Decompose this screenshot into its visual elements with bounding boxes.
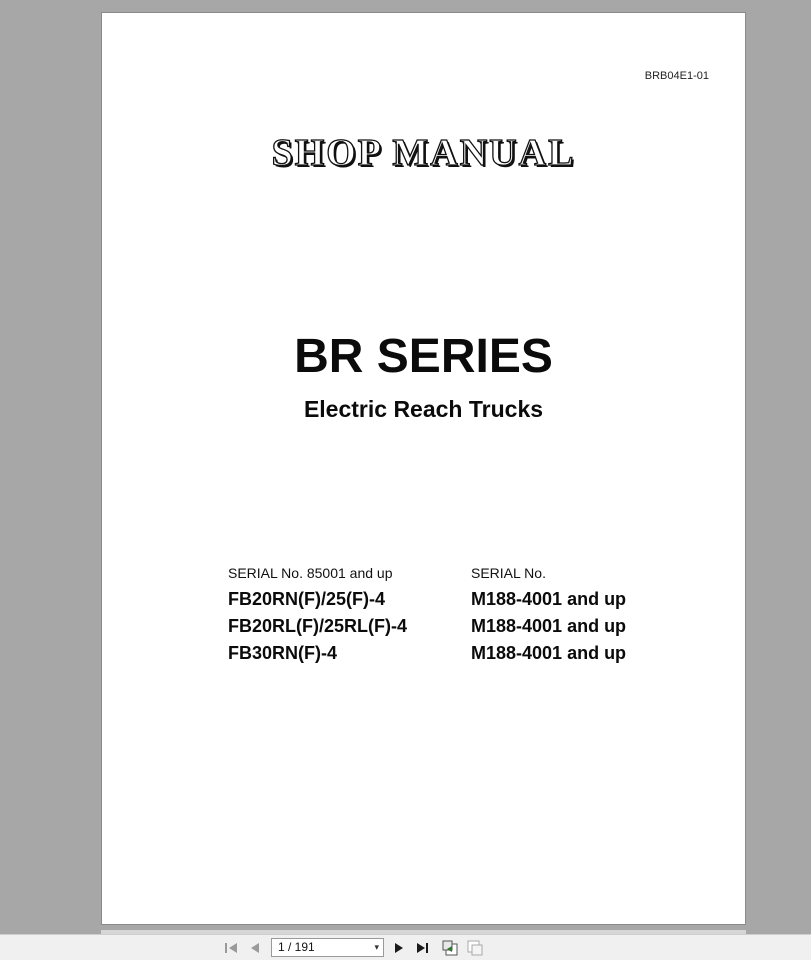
model-row: FB30RN(F)-4: [228, 643, 338, 663]
last-page-icon[interactable]: [414, 939, 432, 957]
page-number-select[interactable]: [271, 938, 384, 957]
manual-title: SHOP MANUAL: [271, 132, 576, 174]
serial-row: M188-4001 and up: [471, 616, 627, 636]
serial-header: SERIAL No.: [471, 565, 546, 581]
next-page-icon[interactable]: [390, 939, 408, 957]
series-subtitle: Electric Reach Trucks: [303, 396, 544, 422]
next-view-icon[interactable]: [466, 939, 484, 957]
document-code: BRB04E1-01: [644, 70, 709, 82]
serial-column: [471, 564, 626, 667]
first-page-icon[interactable]: [222, 939, 240, 957]
page-indicator: 1 / 191: [278, 940, 315, 954]
previous-view-icon[interactable]: [441, 939, 459, 957]
series-title: BR SERIES: [294, 330, 553, 383]
model-row: FB20RN(F)/25(F)-4: [228, 589, 386, 609]
model-column: [228, 564, 407, 667]
document-page: [101, 12, 746, 925]
serial-row: M188-4001 and up: [471, 589, 627, 609]
serial-row: M188-4001 and up: [471, 643, 627, 663]
viewer-toolbar: [0, 934, 811, 960]
model-serial-header: SERIAL No. 85001 and up: [228, 565, 393, 581]
chevron-down-icon: ▾: [374, 942, 379, 952]
model-row: FB20RL(F)/25RL(F)-4: [228, 616, 407, 636]
previous-page-icon[interactable]: [246, 939, 264, 957]
